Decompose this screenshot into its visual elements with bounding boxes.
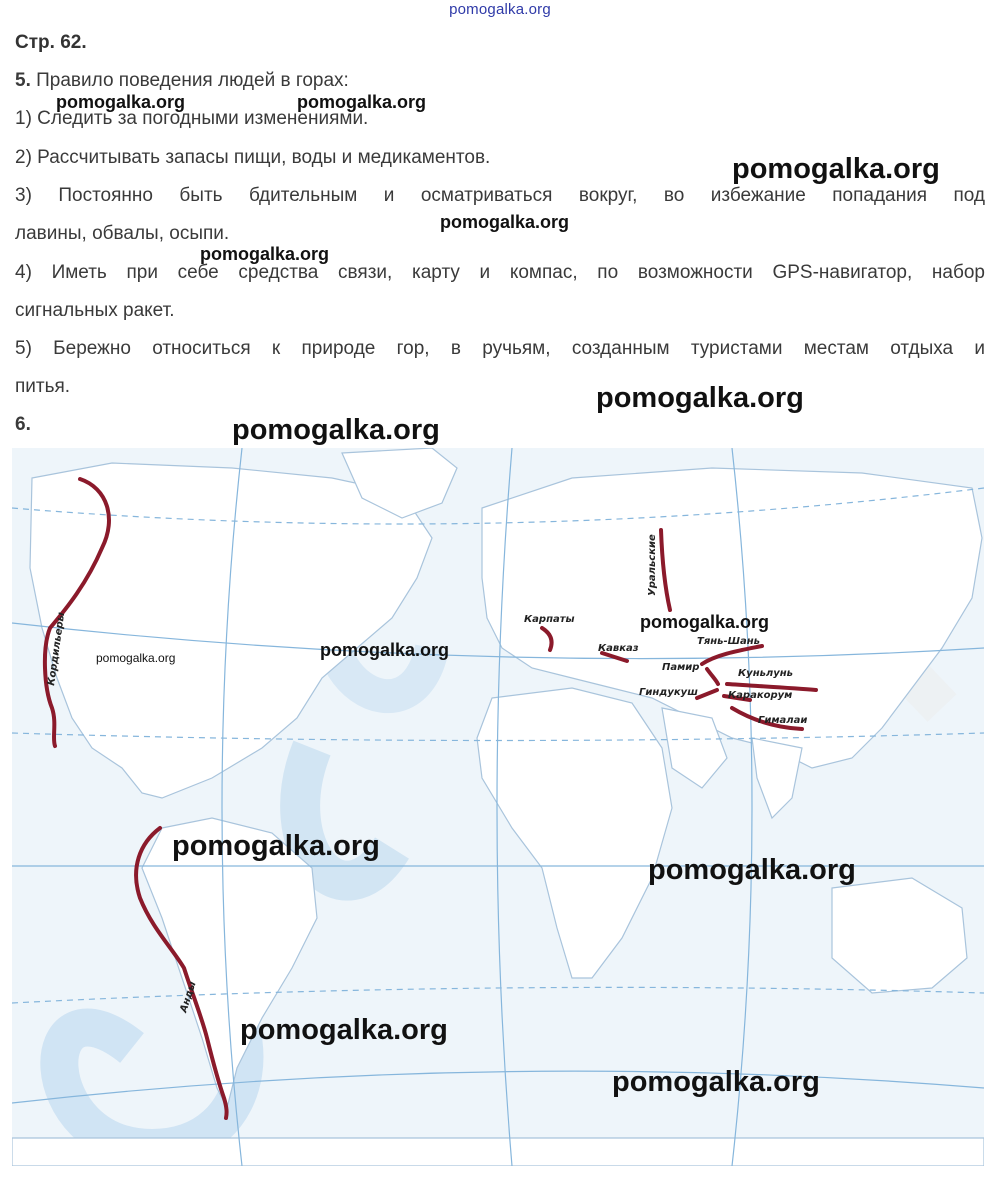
site-watermark: pomogalka.org [320,640,450,660]
task5-heading-line [15,70,349,92]
label-cordillera: Кордильеры [46,611,68,687]
site-watermark: pomogalka.org [297,92,427,112]
world-contour-map [12,448,984,1166]
label-andes: Анды [178,980,199,1014]
site-watermark: pomogalka.org [612,1066,820,1098]
top-watermark: pomogalka.org [449,1,551,18]
site-watermark: pomogalka.org [96,651,176,665]
task5-item-3: 3) Постоянно быть бдительным и осматриваться вокруг, во избежание попадания под [15,185,985,206]
label-tien-shan: Тянь-Шань [697,636,760,647]
task5-item-3-cont: лавины, обвалы, осыпи. [15,223,230,244]
label-carpathians: Карпаты [524,614,575,625]
site-watermark: pomogalka.org [648,854,856,886]
label-ural: Уральские [647,534,658,596]
task5-item-5: 5) Бережно относиться к природе гор, в ручьям, созданным туристами местам отдыха и [15,338,985,359]
antarctica [12,1138,984,1166]
site-watermark: pomogalka.org [56,92,186,112]
label-caucasus: Кавказ [598,643,639,654]
label-karakoram: Каракорум [728,690,793,701]
task6-number: 6. [15,414,31,435]
task5-item-4: 4) Иметь при себе средства связи, карту и компас, по возможности GPS-навигатор, набор [15,262,985,283]
task5-item-5-cont: питья. [15,376,71,397]
site-watermark: pomogalka.org [640,612,770,632]
label-pamir: Памир [662,662,700,673]
site-watermark: pomogalka.org [200,244,330,264]
label-himalayas: Гималаи [758,715,808,726]
task5-item-2: 2) Рассчитывать запасы пищи, воды и медикаментов. [15,147,491,168]
site-watermark: pomogalka.org [732,153,940,185]
page-reference: Стр. 62. [15,32,87,53]
site-watermark: pomogalka.org [240,1014,448,1046]
task5-item-4-cont: сигнальных ракет. [15,300,175,321]
task5-number: 5. [15,70,31,91]
site-watermark: pomogalka.org [232,414,440,446]
label-kunlun: Куньлунь [738,668,793,679]
site-watermark: pomogalka.org [172,830,380,862]
task5-heading: Правило поведения людей в горах: [36,70,349,91]
task5-item-1: 1) Следить за погодными изменениями. [15,108,369,129]
site-watermark: pomogalka.org [440,212,570,232]
label-hindu-kush: Гиндукуш [639,687,698,698]
site-watermark: pomogalka.org [596,382,804,414]
